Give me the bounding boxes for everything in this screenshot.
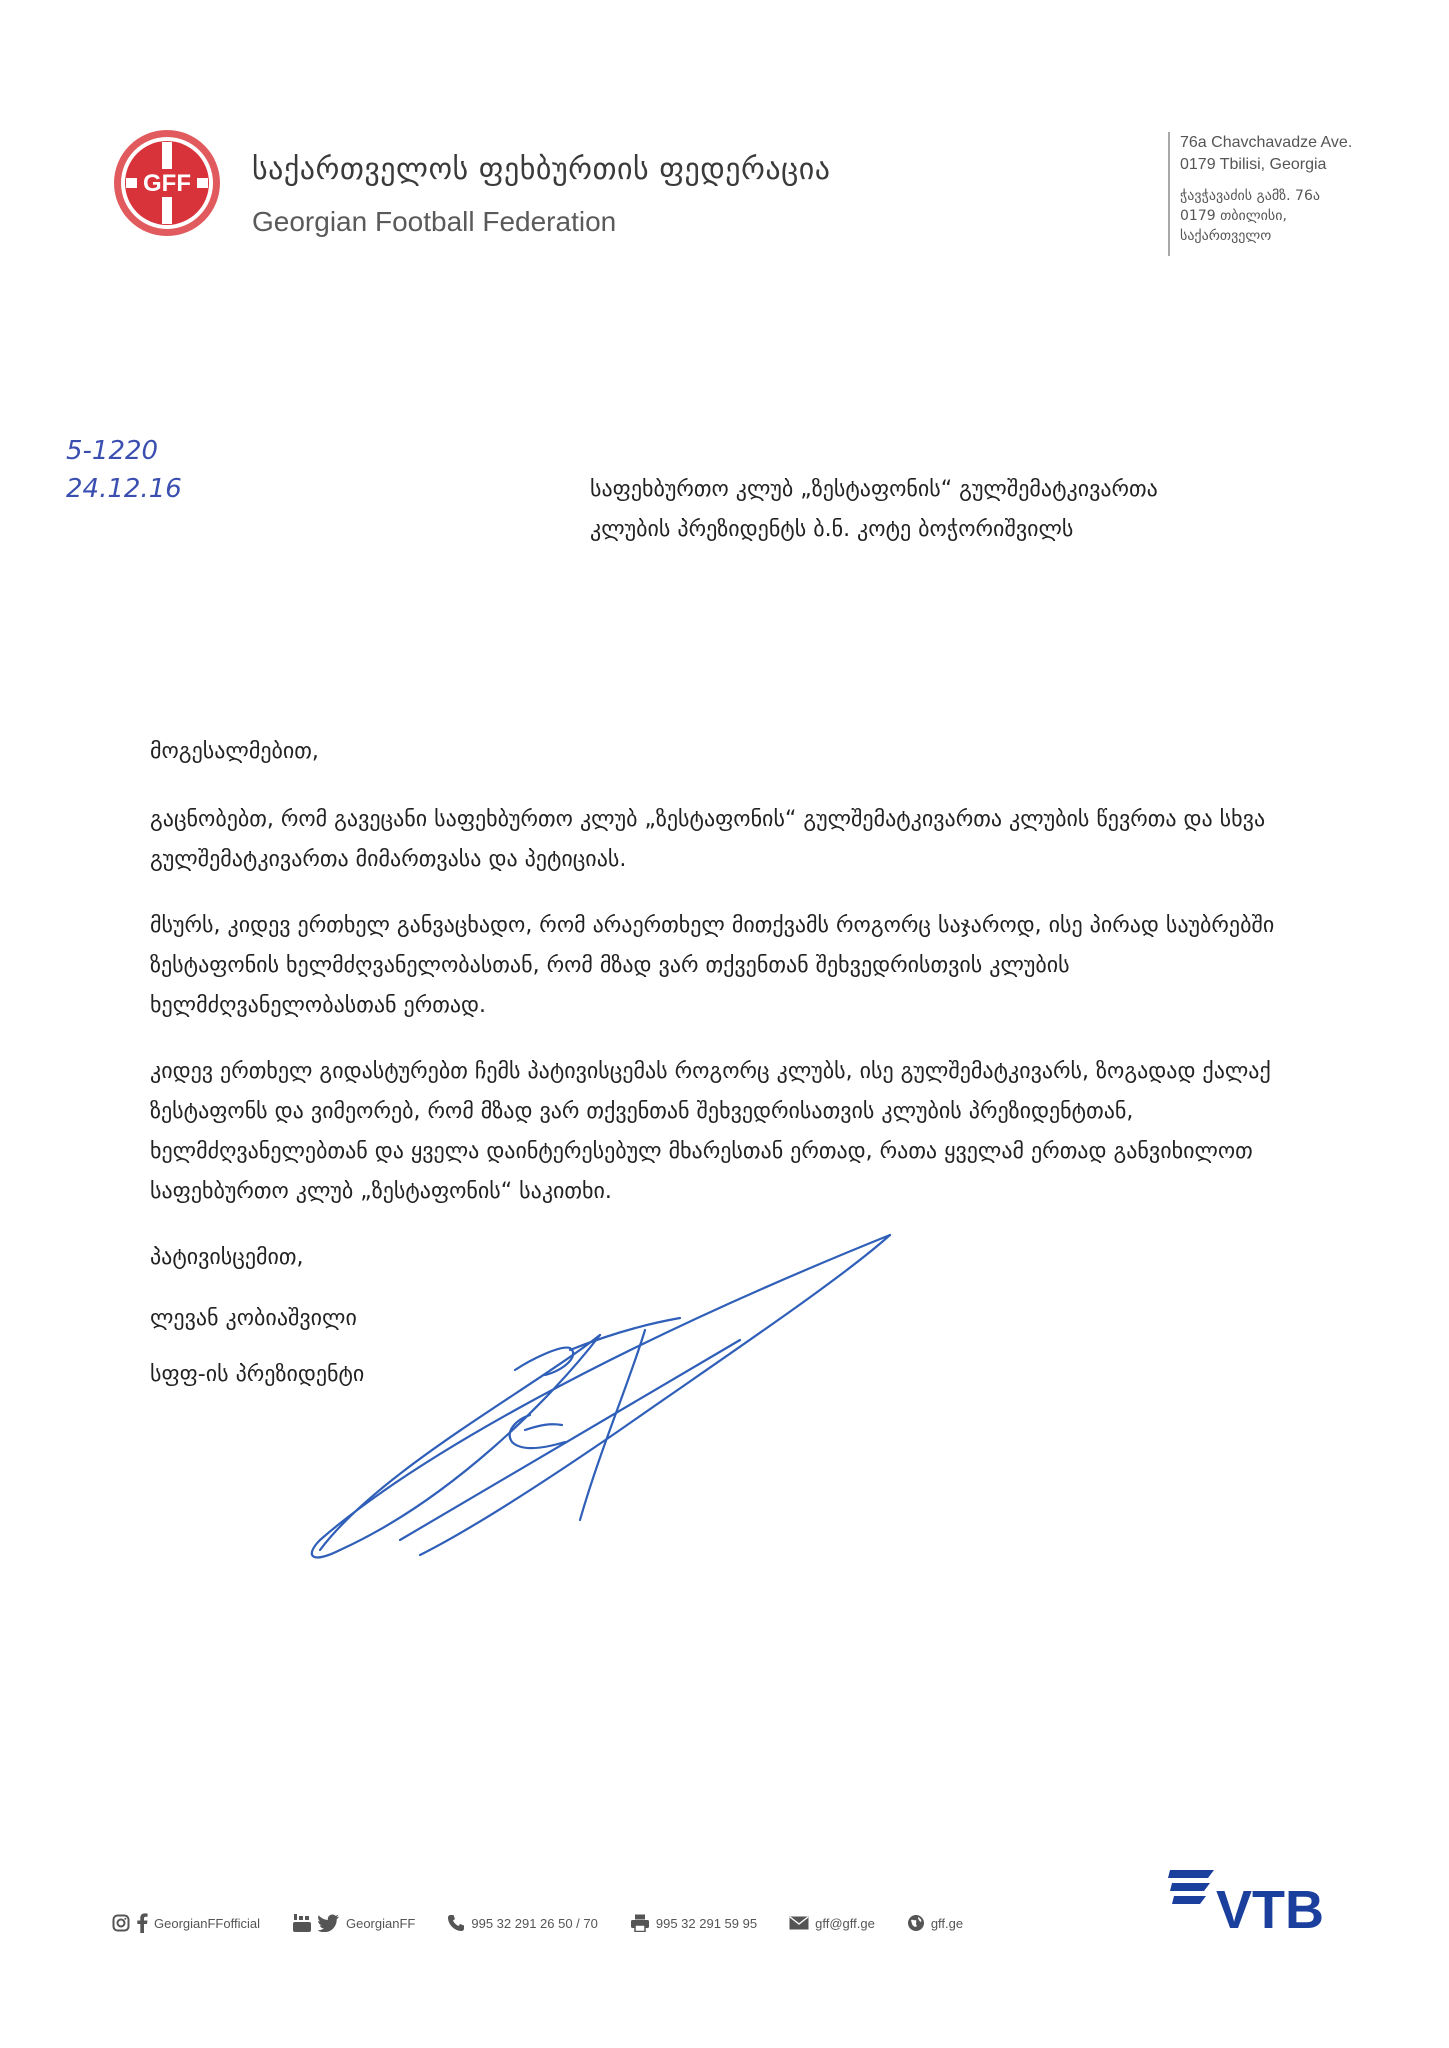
greeting: მოგესალმებით, [150,739,319,764]
registration-date: 24.12.16 [66,474,182,504]
address-block [1168,132,1420,256]
email-address: gff@gff.ge [815,1915,875,1931]
signatory-name: ლევან კობიაშვილი [150,1306,357,1331]
org-name-english: Georgian Football Federation [252,206,617,237]
mail-icon [789,1916,809,1930]
closing: პატივისცემით, [150,1245,304,1270]
footer-web[interactable] [907,1914,963,1932]
logo-text: GFF [143,170,191,197]
fax-number: 995 32 291 59 95 [655,1915,758,1931]
address-en-line-1: 76a Chavchavadze Ave. [1180,134,1353,151]
vtb-logo [1168,1862,1358,1932]
address-ka-line-2: 0179 თბილისი, [1180,208,1287,224]
printer-icon [630,1914,650,1932]
facebook-icon [136,1913,148,1933]
gff-logo [112,128,222,238]
body-paragraph-3: კიდევ ერთხელ გიდასტურებთ ჩემს პატივისცემას როგორც კლუბს, ისე გულშემატკივარს, ზოგადად ქალაქ ზესტაფონს და ვიმეორებ, რომ მზად ვარ თქვენთან შეხვედრისათვის კლუბის პრეზიდენტთან, ხელმძღვანელებთან და ყველა დაინტერესებულ მხარესთან ერთად, რათა ყველამ ერთად განვიხილოთ საფეხბურთო კლუბ „ზესტაფონის“ საკითხი. [150,1059,1271,1204]
twitter-handle: GeorgianFF [345,1915,416,1931]
footer-fax[interactable] [630,1914,757,1932]
phone-icon [447,1914,465,1932]
org-name-georgian: საქართველოს ფეხბურთის ფედერაცია [252,152,831,187]
address-ka-line-3: საქართველო [1180,228,1272,244]
footer-twitter[interactable] [292,1913,415,1933]
registration-stamp [66,432,182,508]
footer-email[interactable] [789,1916,875,1931]
phone-number: 995 32 291 26 50 / 70 [471,1915,598,1931]
footer-contacts [112,1908,995,1938]
address-ka-line-1: ჭავჭავაძის გამზ. 76ა [1180,188,1320,204]
handwritten-signature [300,1220,920,1580]
youtube-icon [292,1913,312,1933]
recipient-line-2: კლუბის პრეზიდენტს ბ.ნ. კოტე ბოჭორიშვილს [590,517,1074,542]
recipient-line-1: საფეხბურთო კლუბ „ზესტაფონის“ გულშემატკივართა [590,477,1158,502]
recipient-block [590,470,1310,550]
address-en-line-2: 0179 Tbilisi, Georgia [1180,156,1327,173]
signatory-title: სფფ-ის პრეზიდენტი [150,1362,365,1387]
footer-facebook[interactable] [112,1913,260,1933]
registration-number: 5-1220 [66,436,159,466]
globe-icon [907,1914,925,1932]
body-paragraph-2: მსურს, კიდევ ერთხელ განვაცხადო, რომ არაერთხელ მითქვამს როგორც საჯაროდ, ისე პირად საუბრებში ზესტაფონის ხელმძღვანელობასთან, რომ მზად ვარ თქვენთან შეხვედრისთვის კლუბის ხელმძღვანელობასთან ერთად. [150,913,1275,1018]
letter-body [150,732,1300,1304]
twitter-icon [318,1914,340,1932]
footer-phone[interactable] [447,1914,598,1932]
vtb-text: VTB [1216,1880,1324,1932]
website: gff.ge [930,1915,964,1931]
facebook-handle: GeorgianFFofficial [154,1915,260,1931]
body-paragraph-1: გაცნობებთ, რომ გავეცანი საფეხბურთო კლუბ „ზესტაფონის“ გულშემატკივართა კლუბის წევრთა და სხვა გულშემატკივართა მიმართვასა და პეტიციას. [150,807,1266,872]
instagram-icon [112,1914,130,1932]
